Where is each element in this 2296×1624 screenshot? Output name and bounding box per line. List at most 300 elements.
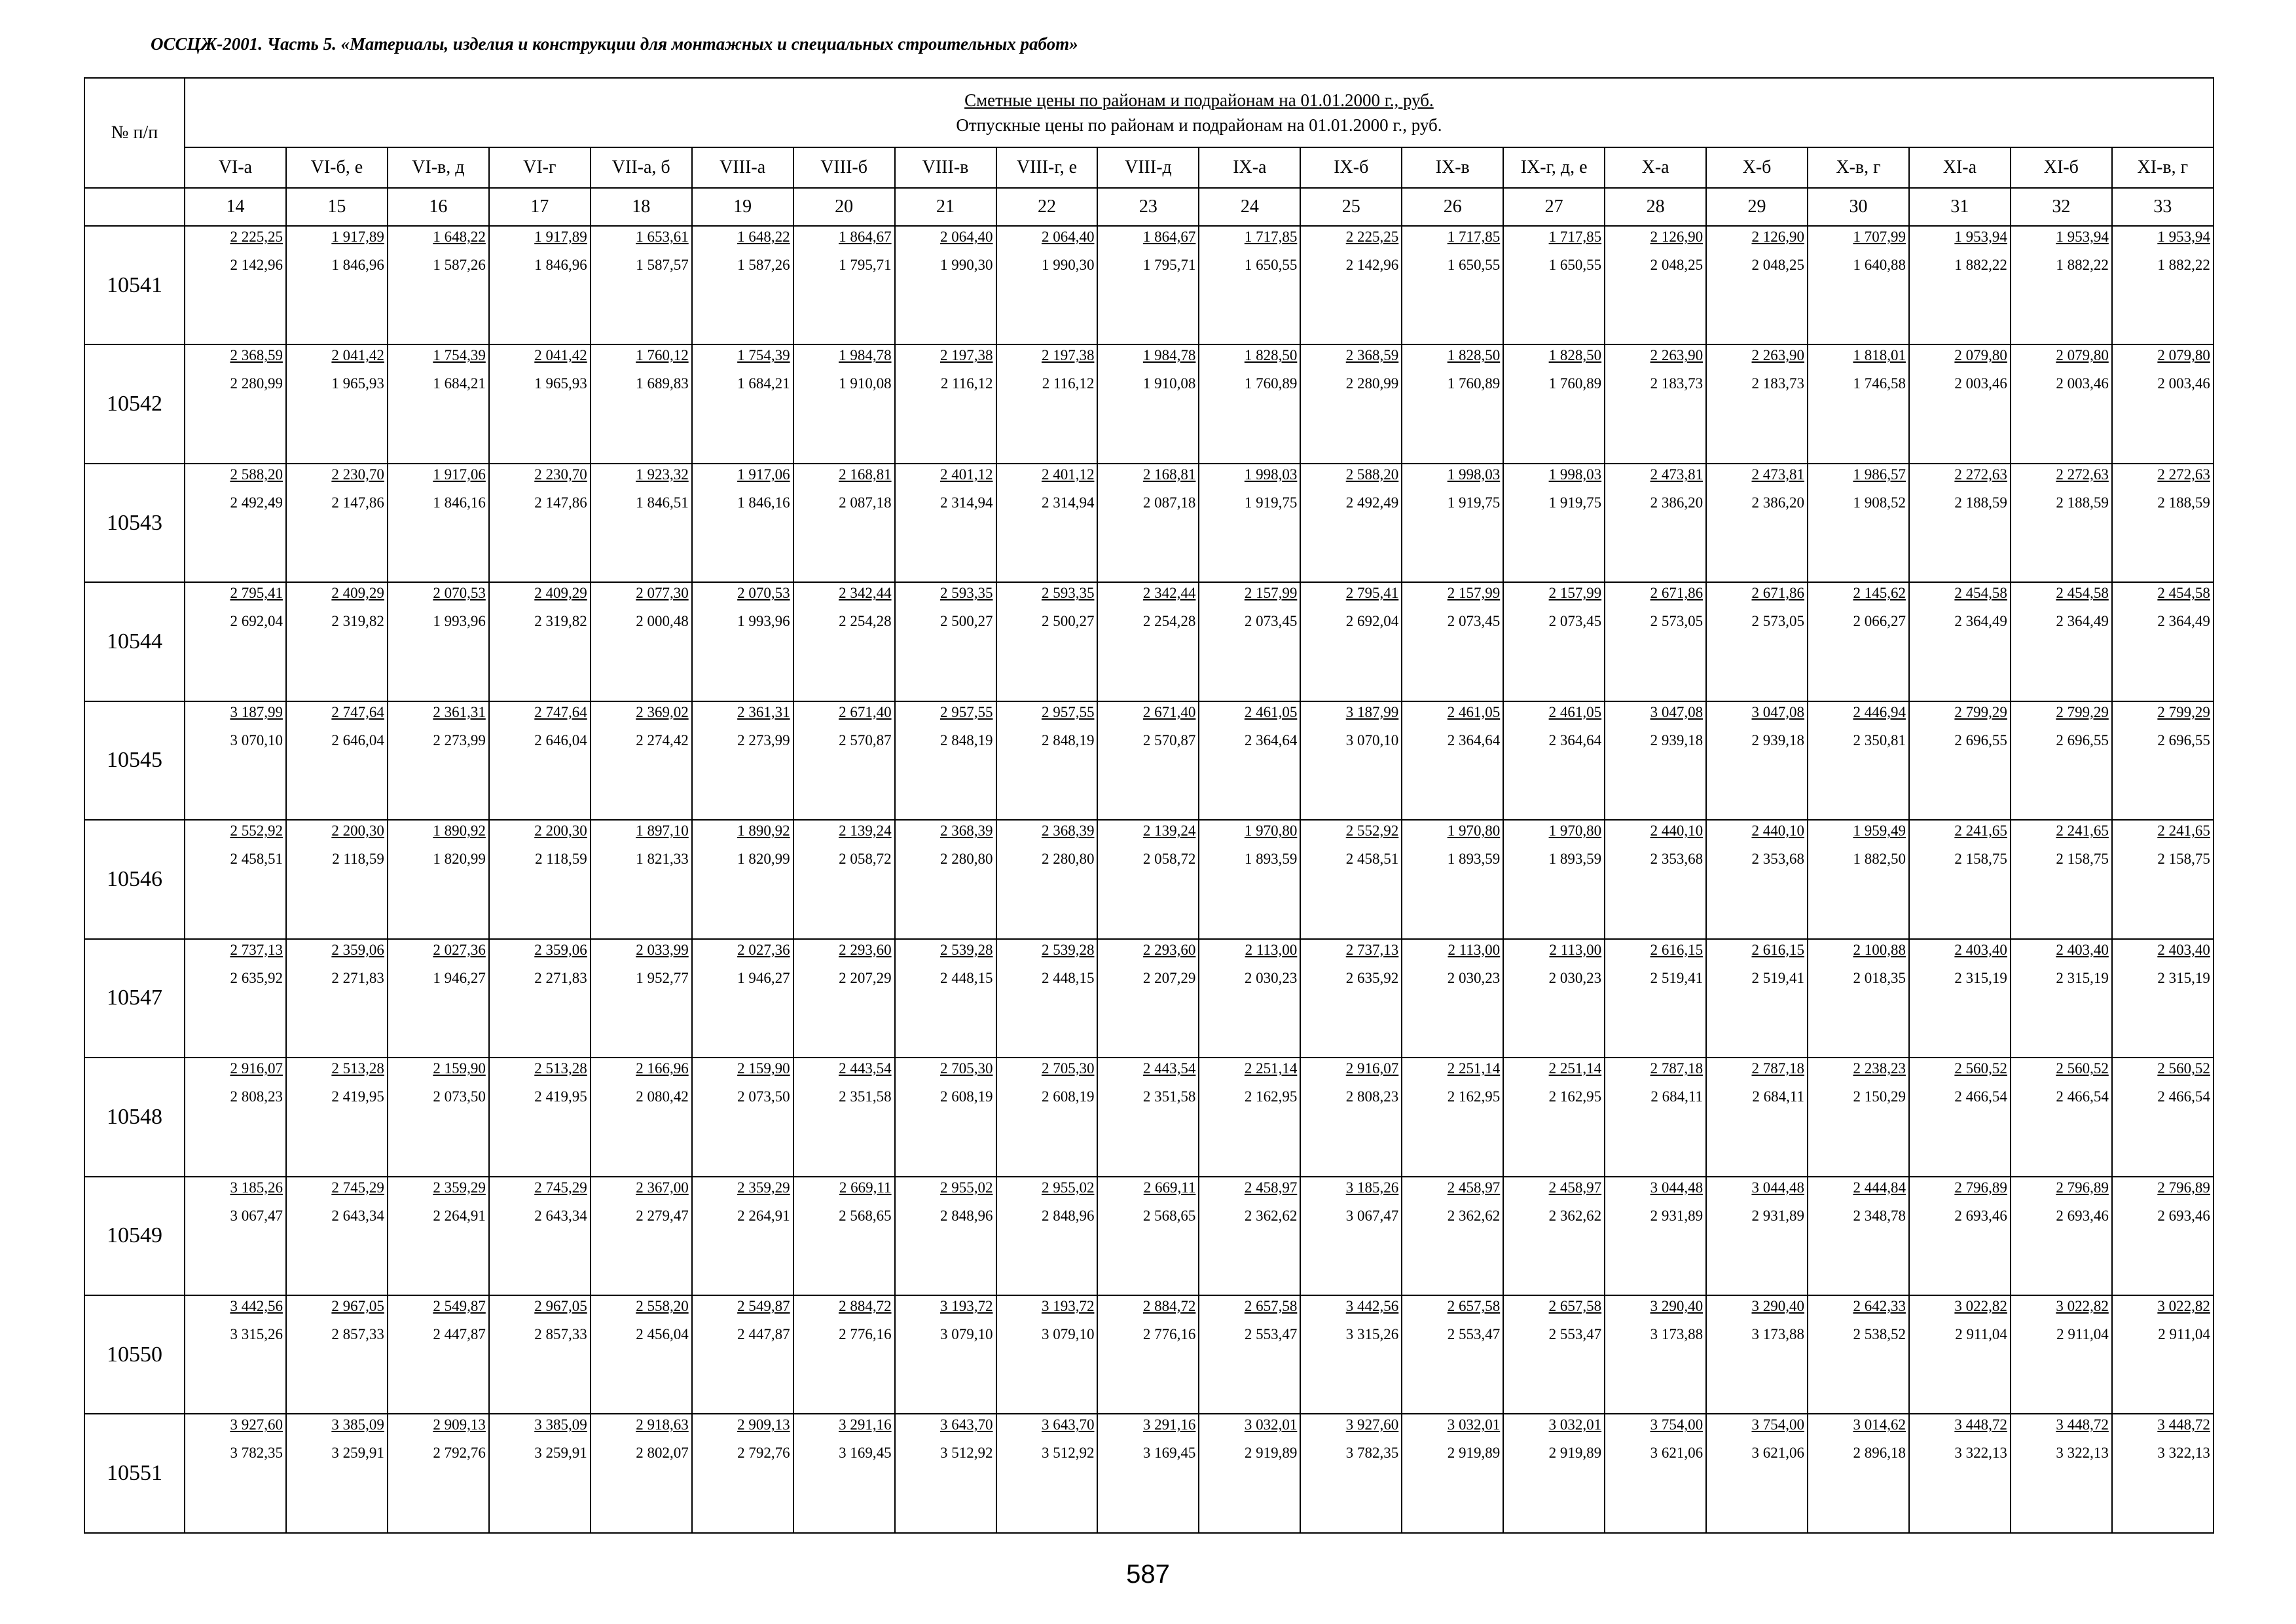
release-price: 2 116,12 xyxy=(940,375,993,392)
release-price: 1 908,52 xyxy=(1853,494,1906,511)
estimated-price: 2 251,14 xyxy=(1244,1060,1298,1077)
price-cell xyxy=(1300,820,1402,938)
release-price: 1 893,59 xyxy=(1447,851,1501,868)
estimated-price: 2 403,40 xyxy=(2157,941,2210,958)
estimated-price: 3 047,08 xyxy=(1650,703,1704,720)
estimated-price: 3 291,16 xyxy=(839,1416,892,1433)
estimated-price: 1 998,03 xyxy=(1447,466,1501,483)
region-header: VIII-б xyxy=(793,147,895,188)
estimated-price: 2 454,58 xyxy=(2056,585,2109,602)
release-price: 2 271,83 xyxy=(534,969,587,986)
release-price: 3 259,91 xyxy=(534,1445,587,1462)
price-cell xyxy=(895,582,996,701)
release-price: 2 142,96 xyxy=(1345,257,1399,273)
price-cell xyxy=(1402,1177,1503,1295)
price-cell xyxy=(489,939,591,1058)
estimated-price: 2 409,29 xyxy=(331,585,384,602)
release-price: 3 259,91 xyxy=(331,1445,384,1462)
price-cell xyxy=(2112,1058,2214,1176)
column-number: 23 xyxy=(1097,188,1199,226)
release-price: 2 003,46 xyxy=(2056,375,2109,392)
estimated-price: 3 927,60 xyxy=(230,1416,283,1433)
estimated-price: 2 461,05 xyxy=(1548,703,1602,720)
release-price: 2 792,76 xyxy=(737,1445,790,1462)
release-price: 2 271,83 xyxy=(331,969,384,986)
release-price: 2 848,19 xyxy=(940,731,993,748)
estimated-price: 3 187,99 xyxy=(1345,703,1399,720)
release-price: 2 447,87 xyxy=(433,1325,486,1342)
price-cell xyxy=(1503,1295,1605,1414)
estimated-price: 2 197,38 xyxy=(940,347,993,364)
release-price: 2 553,47 xyxy=(1447,1325,1501,1342)
release-price: 1 587,57 xyxy=(636,257,689,273)
price-cell xyxy=(1199,701,1300,820)
price-cell xyxy=(996,1414,1098,1532)
price-cell xyxy=(1199,820,1300,938)
price-cell xyxy=(1097,1295,1199,1414)
item-number: 10541 xyxy=(84,226,185,344)
release-price: 3 070,10 xyxy=(1345,731,1399,748)
estimated-price: 3 448,72 xyxy=(2157,1416,2210,1433)
estimated-price: 2 157,99 xyxy=(1244,585,1298,602)
release-price: 3 070,10 xyxy=(230,731,283,748)
release-price: 2 386,20 xyxy=(1650,494,1704,511)
estimated-price: 2 293,60 xyxy=(1142,941,1196,958)
release-price: 2 183,73 xyxy=(1650,375,1704,392)
release-price: 2 911,04 xyxy=(1955,1325,2007,1342)
release-price: 2 570,87 xyxy=(1142,731,1196,748)
price-cell xyxy=(1503,820,1605,938)
price-cell xyxy=(793,582,895,701)
price-cell xyxy=(692,701,793,820)
release-price: 2 635,92 xyxy=(230,969,283,986)
price-cell xyxy=(591,1058,692,1176)
price-cell xyxy=(996,344,1098,463)
estimated-price: 3 290,40 xyxy=(1751,1297,1804,1314)
price-cell xyxy=(1199,1295,1300,1414)
estimated-price: 2 200,30 xyxy=(331,822,384,840)
release-price: 1 919,75 xyxy=(1447,494,1501,511)
price-cell xyxy=(1909,464,2011,582)
estimated-price: 1 970,80 xyxy=(1244,822,1298,840)
estimated-price: 1 917,89 xyxy=(534,229,587,245)
price-cell xyxy=(1402,820,1503,938)
price-cell xyxy=(996,701,1098,820)
release-price: 1 795,71 xyxy=(1142,257,1196,273)
price-cell xyxy=(2011,820,2112,938)
price-cell xyxy=(2112,1295,2214,1414)
price-cell xyxy=(1503,1177,1605,1295)
release-price: 1 882,22 xyxy=(2157,257,2210,273)
estimated-price: 1 760,12 xyxy=(636,347,689,364)
price-cell xyxy=(895,1058,996,1176)
document-running-title: ОССЦЖ-2001. Часть 5. «Материалы, изделия и конструкции для монтажных и специальных строительных работ» xyxy=(151,34,1078,54)
release-price: 2 315,19 xyxy=(2056,969,2109,986)
estimated-price: 2 558,20 xyxy=(636,1297,689,1314)
price-cell xyxy=(2011,464,2112,582)
release-price: 1 587,26 xyxy=(433,257,486,273)
estimated-price: 2 745,29 xyxy=(534,1179,587,1196)
region-header: VI-г xyxy=(489,147,591,188)
estimated-price: 1 959,49 xyxy=(1853,822,1906,840)
price-cell xyxy=(1808,226,1909,344)
estimated-price: 2 225,25 xyxy=(230,229,283,245)
release-price: 2 158,75 xyxy=(1954,851,2007,868)
estimated-price: 2 241,65 xyxy=(2056,822,2109,840)
release-price: 2 315,19 xyxy=(1954,969,2007,986)
release-price: 2 608,19 xyxy=(1041,1088,1095,1105)
estimated-price: 3 385,09 xyxy=(331,1416,384,1433)
price-cell xyxy=(2112,344,2214,463)
release-price: 1 821,33 xyxy=(636,851,689,868)
estimated-price: 2 070,53 xyxy=(433,585,486,602)
estimated-price: 2 369,02 xyxy=(636,703,689,720)
price-cell xyxy=(895,1414,996,1532)
price-cell xyxy=(1300,939,1402,1058)
release-price: 2 646,04 xyxy=(534,731,587,748)
release-price: 1 846,96 xyxy=(331,257,384,273)
release-price: 2 188,59 xyxy=(2056,494,2109,511)
item-number: 10543 xyxy=(84,464,185,582)
release-price: 1 910,08 xyxy=(1142,375,1196,392)
estimated-price: 2 458,97 xyxy=(1244,1179,1298,1196)
price-cell xyxy=(591,464,692,582)
item-number: 10542 xyxy=(84,344,185,463)
release-price: 1 760,89 xyxy=(1244,375,1298,392)
release-price: 1 795,71 xyxy=(839,257,892,273)
price-cell xyxy=(388,582,489,701)
column-number-blank xyxy=(84,188,185,226)
release-price: 2 448,15 xyxy=(940,969,993,986)
release-price: 2 150,29 xyxy=(1853,1088,1906,1105)
estimated-price: 2 200,30 xyxy=(534,822,587,840)
price-cell xyxy=(591,939,692,1058)
release-price: 2 776,16 xyxy=(1142,1325,1196,1342)
price-cell xyxy=(1097,1058,1199,1176)
price-cell xyxy=(185,939,286,1058)
release-price: 2 808,23 xyxy=(1345,1088,1399,1105)
release-price: 2 911,04 xyxy=(2056,1325,2109,1342)
estimated-price: 1 953,94 xyxy=(2056,229,2109,245)
estimated-price: 2 513,28 xyxy=(534,1060,587,1077)
release-price: 3 322,13 xyxy=(2056,1445,2109,1462)
release-price: 1 919,75 xyxy=(1244,494,1298,511)
region-header-row xyxy=(84,147,2214,188)
column-number: 26 xyxy=(1402,188,1503,226)
price-cell xyxy=(996,1177,1098,1295)
estimated-price: 2 454,58 xyxy=(2157,585,2210,602)
price-cell xyxy=(388,1058,489,1176)
estimated-price: 2 593,35 xyxy=(1041,585,1095,602)
release-price: 2 018,35 xyxy=(1853,969,1906,986)
price-cell xyxy=(692,464,793,582)
estimated-price: 3 032,01 xyxy=(1548,1416,1602,1433)
price-cell xyxy=(692,226,793,344)
price-cell xyxy=(1605,820,1706,938)
release-price: 2 466,54 xyxy=(2056,1088,2109,1105)
release-price: 1 587,26 xyxy=(737,257,790,273)
estimated-price: 2 263,90 xyxy=(1751,347,1804,364)
item-number-header: № п/п xyxy=(84,78,185,188)
estimated-price: 2 747,64 xyxy=(534,703,587,720)
estimated-price: 2 197,38 xyxy=(1041,347,1095,364)
release-price: 2 776,16 xyxy=(839,1325,892,1342)
estimated-price: 2 737,13 xyxy=(1345,941,1399,958)
price-cell xyxy=(692,1177,793,1295)
release-price: 1 650,55 xyxy=(1548,257,1602,273)
estimated-price: 2 361,31 xyxy=(433,703,486,720)
release-price: 2 696,55 xyxy=(2056,731,2109,748)
release-price: 3 621,06 xyxy=(1650,1445,1704,1462)
release-price: 1 893,59 xyxy=(1244,851,1298,868)
release-price: 2 848,19 xyxy=(1041,731,1095,748)
estimated-price: 2 671,86 xyxy=(1650,585,1704,602)
release-price: 2 919,89 xyxy=(1244,1445,1298,1462)
estimated-price: 2 955,02 xyxy=(1041,1179,1095,1196)
release-price: 1 893,59 xyxy=(1548,851,1602,868)
region-header: IX-в xyxy=(1402,147,1503,188)
column-number: 33 xyxy=(2112,188,2214,226)
price-cell xyxy=(1402,464,1503,582)
release-price: 2 568,65 xyxy=(839,1207,892,1224)
estimated-price: 2 461,05 xyxy=(1447,703,1501,720)
estimated-price: 2 884,72 xyxy=(1142,1297,1196,1314)
estimated-price: 3 754,00 xyxy=(1650,1416,1704,1433)
release-price: 2 118,59 xyxy=(332,851,384,868)
price-cell xyxy=(1909,1295,2011,1414)
release-price: 2 348,78 xyxy=(1853,1207,1906,1224)
release-price: 2 003,46 xyxy=(1954,375,2007,392)
price-cell xyxy=(1706,939,1808,1058)
price-cell xyxy=(1503,344,1605,463)
release-price: 2 058,72 xyxy=(839,851,892,868)
price-cell xyxy=(793,464,895,582)
estimated-price: 2 077,30 xyxy=(636,585,689,602)
estimated-price: 2 799,29 xyxy=(1954,703,2007,720)
price-cell xyxy=(388,701,489,820)
release-price: 3 079,10 xyxy=(1041,1325,1095,1342)
item-number: 10545 xyxy=(84,701,185,820)
release-price: 3 512,92 xyxy=(1041,1445,1095,1462)
estimated-price: 3 927,60 xyxy=(1345,1416,1399,1433)
price-cell xyxy=(1808,820,1909,938)
release-price: 2 364,49 xyxy=(2157,613,2210,630)
price-cell xyxy=(1503,464,1605,582)
price-cell xyxy=(1605,582,1706,701)
estimated-price: 3 448,72 xyxy=(2056,1416,2109,1433)
price-cell xyxy=(793,939,895,1058)
column-number: 25 xyxy=(1300,188,1402,226)
estimated-price: 2 916,07 xyxy=(1345,1060,1399,1077)
price-cell xyxy=(1097,1414,1199,1532)
estimated-price: 2 401,12 xyxy=(940,466,993,483)
price-cell xyxy=(2011,939,2112,1058)
release-price: 2 116,12 xyxy=(1042,375,1095,392)
price-cell xyxy=(388,1414,489,1532)
region-header: VIII-а xyxy=(692,147,793,188)
release-price: 2 896,18 xyxy=(1853,1445,1906,1462)
price-cell xyxy=(286,701,388,820)
price-cell xyxy=(996,1295,1098,1414)
column-number: 27 xyxy=(1503,188,1605,226)
price-cell xyxy=(286,464,388,582)
estimated-price: 3 044,48 xyxy=(1650,1179,1704,1196)
price-cell xyxy=(1909,226,2011,344)
price-cell xyxy=(1503,226,1605,344)
estimated-price: 3 185,26 xyxy=(1345,1179,1399,1196)
release-price: 2 646,04 xyxy=(331,731,384,748)
release-price: 2 573,05 xyxy=(1650,613,1704,630)
price-group-header xyxy=(185,78,2214,147)
column-number: 16 xyxy=(388,188,489,226)
estimated-price: 2 539,28 xyxy=(940,941,993,958)
price-cell xyxy=(895,226,996,344)
estimated-price: 2 440,10 xyxy=(1650,822,1704,840)
release-price: 2 364,49 xyxy=(2056,613,2109,630)
price-cell xyxy=(1808,1295,1909,1414)
release-price: 2 500,27 xyxy=(1041,613,1095,630)
page-number: 587 xyxy=(1126,1560,1170,1589)
estimated-price: 1 717,85 xyxy=(1244,229,1298,245)
release-price: 1 990,30 xyxy=(940,257,993,273)
estimated-price: 2 403,40 xyxy=(1954,941,2007,958)
estimated-price: 3 022,82 xyxy=(2157,1297,2210,1314)
release-price: 1 846,96 xyxy=(534,257,587,273)
price-cell xyxy=(1402,701,1503,820)
price-cell xyxy=(1605,1058,1706,1176)
price-cell xyxy=(286,820,388,938)
estimated-price: 2 588,20 xyxy=(1345,466,1399,483)
estimated-price: 2 342,44 xyxy=(1142,585,1196,602)
price-cell xyxy=(895,1295,996,1414)
price-cell xyxy=(1402,1414,1503,1532)
release-price: 3 315,26 xyxy=(1345,1325,1399,1342)
column-number: 29 xyxy=(1706,188,1808,226)
release-price: 2 643,34 xyxy=(534,1207,587,1224)
release-price: 2 273,99 xyxy=(433,731,486,748)
price-cell xyxy=(1097,1177,1199,1295)
price-cell xyxy=(1909,1177,2011,1295)
release-price: 2 364,64 xyxy=(1548,731,1602,748)
estimated-price: 2 671,40 xyxy=(839,703,892,720)
release-price: 2 118,59 xyxy=(535,851,587,868)
estimated-price: 1 984,78 xyxy=(839,347,892,364)
price-cell xyxy=(2011,1058,2112,1176)
price-cell xyxy=(1605,701,1706,820)
release-price: 3 322,13 xyxy=(2157,1445,2210,1462)
estimated-price: 2 916,07 xyxy=(230,1060,283,1077)
estimated-price: 2 041,42 xyxy=(331,347,384,364)
estimated-price: 1 986,57 xyxy=(1853,466,1906,483)
item-number: 10549 xyxy=(84,1177,185,1295)
price-cell xyxy=(591,226,692,344)
price-cell xyxy=(793,820,895,938)
price-cell xyxy=(388,226,489,344)
release-price: 2 000,48 xyxy=(636,613,689,630)
price-cell xyxy=(692,582,793,701)
release-price: 1 910,08 xyxy=(839,375,892,392)
estimated-price: 2 473,81 xyxy=(1650,466,1704,483)
release-price: 2 538,52 xyxy=(1853,1325,1906,1342)
price-cell xyxy=(1402,226,1503,344)
price-cell xyxy=(591,1414,692,1532)
release-price: 2 353,68 xyxy=(1650,851,1704,868)
price-cell xyxy=(1199,1058,1300,1176)
release-price: 2 456,04 xyxy=(636,1325,689,1342)
release-price: 2 802,07 xyxy=(636,1445,689,1462)
price-cell xyxy=(489,701,591,820)
price-cell xyxy=(1097,701,1199,820)
estimated-price: 2 241,65 xyxy=(1954,822,2007,840)
item-number: 10547 xyxy=(84,939,185,1058)
estimated-price: 1 648,22 xyxy=(433,229,486,245)
price-cell xyxy=(489,226,591,344)
estimated-price: 2 473,81 xyxy=(1751,466,1804,483)
price-cell xyxy=(895,464,996,582)
column-number: 30 xyxy=(1808,188,1909,226)
price-cell xyxy=(286,939,388,1058)
price-cell xyxy=(185,1414,286,1532)
estimated-price: 2 799,29 xyxy=(2157,703,2210,720)
item-number: 10546 xyxy=(84,820,185,938)
price-cell xyxy=(1300,344,1402,463)
price-cell xyxy=(286,344,388,463)
price-cell xyxy=(1706,820,1808,938)
release-price: 2 643,34 xyxy=(331,1207,384,1224)
price-cell xyxy=(185,820,286,938)
estimated-price: 2 799,29 xyxy=(2056,703,2109,720)
estimated-price: 2 669,11 xyxy=(839,1179,892,1196)
price-cell xyxy=(793,1177,895,1295)
price-cell xyxy=(1909,344,2011,463)
price-cell xyxy=(388,344,489,463)
price-cell xyxy=(895,701,996,820)
estimated-price: 2 401,12 xyxy=(1041,466,1095,483)
release-price: 2 500,27 xyxy=(940,613,993,630)
price-cell xyxy=(1706,582,1808,701)
release-price: 2 264,91 xyxy=(737,1207,790,1224)
release-price: 1 760,89 xyxy=(1447,375,1501,392)
estimated-price: 2 027,36 xyxy=(737,941,790,958)
column-number: 17 xyxy=(489,188,591,226)
column-number: 28 xyxy=(1605,188,1706,226)
release-price: 2 147,86 xyxy=(331,494,384,511)
estimated-price: 2 251,14 xyxy=(1447,1060,1501,1077)
price-cell xyxy=(1503,701,1605,820)
estimated-price: 2 444,84 xyxy=(1853,1179,1906,1196)
price-cell xyxy=(2011,1414,2112,1532)
price-cell xyxy=(2011,701,2112,820)
price-cell xyxy=(895,1177,996,1295)
estimated-price: 3 448,72 xyxy=(1954,1416,2007,1433)
estimated-price: 1 864,67 xyxy=(839,229,892,245)
price-cell xyxy=(1402,344,1503,463)
release-price: 1 990,30 xyxy=(1041,257,1095,273)
estimated-price: 1 998,03 xyxy=(1548,466,1602,483)
estimated-price: 2 458,97 xyxy=(1447,1179,1501,1196)
release-price: 2 848,96 xyxy=(940,1207,993,1224)
release-price: 3 782,35 xyxy=(230,1445,283,1462)
region-header: XI-а xyxy=(1909,147,2011,188)
region-header: X-в, г xyxy=(1808,147,1909,188)
release-price: 1 946,27 xyxy=(433,969,486,986)
region-header: IX-б xyxy=(1300,147,1402,188)
price-cell xyxy=(489,1177,591,1295)
table-row xyxy=(84,582,2214,701)
estimated-price: 1 754,39 xyxy=(433,347,486,364)
price-cell xyxy=(895,820,996,938)
estimated-price: 2 513,28 xyxy=(331,1060,384,1077)
